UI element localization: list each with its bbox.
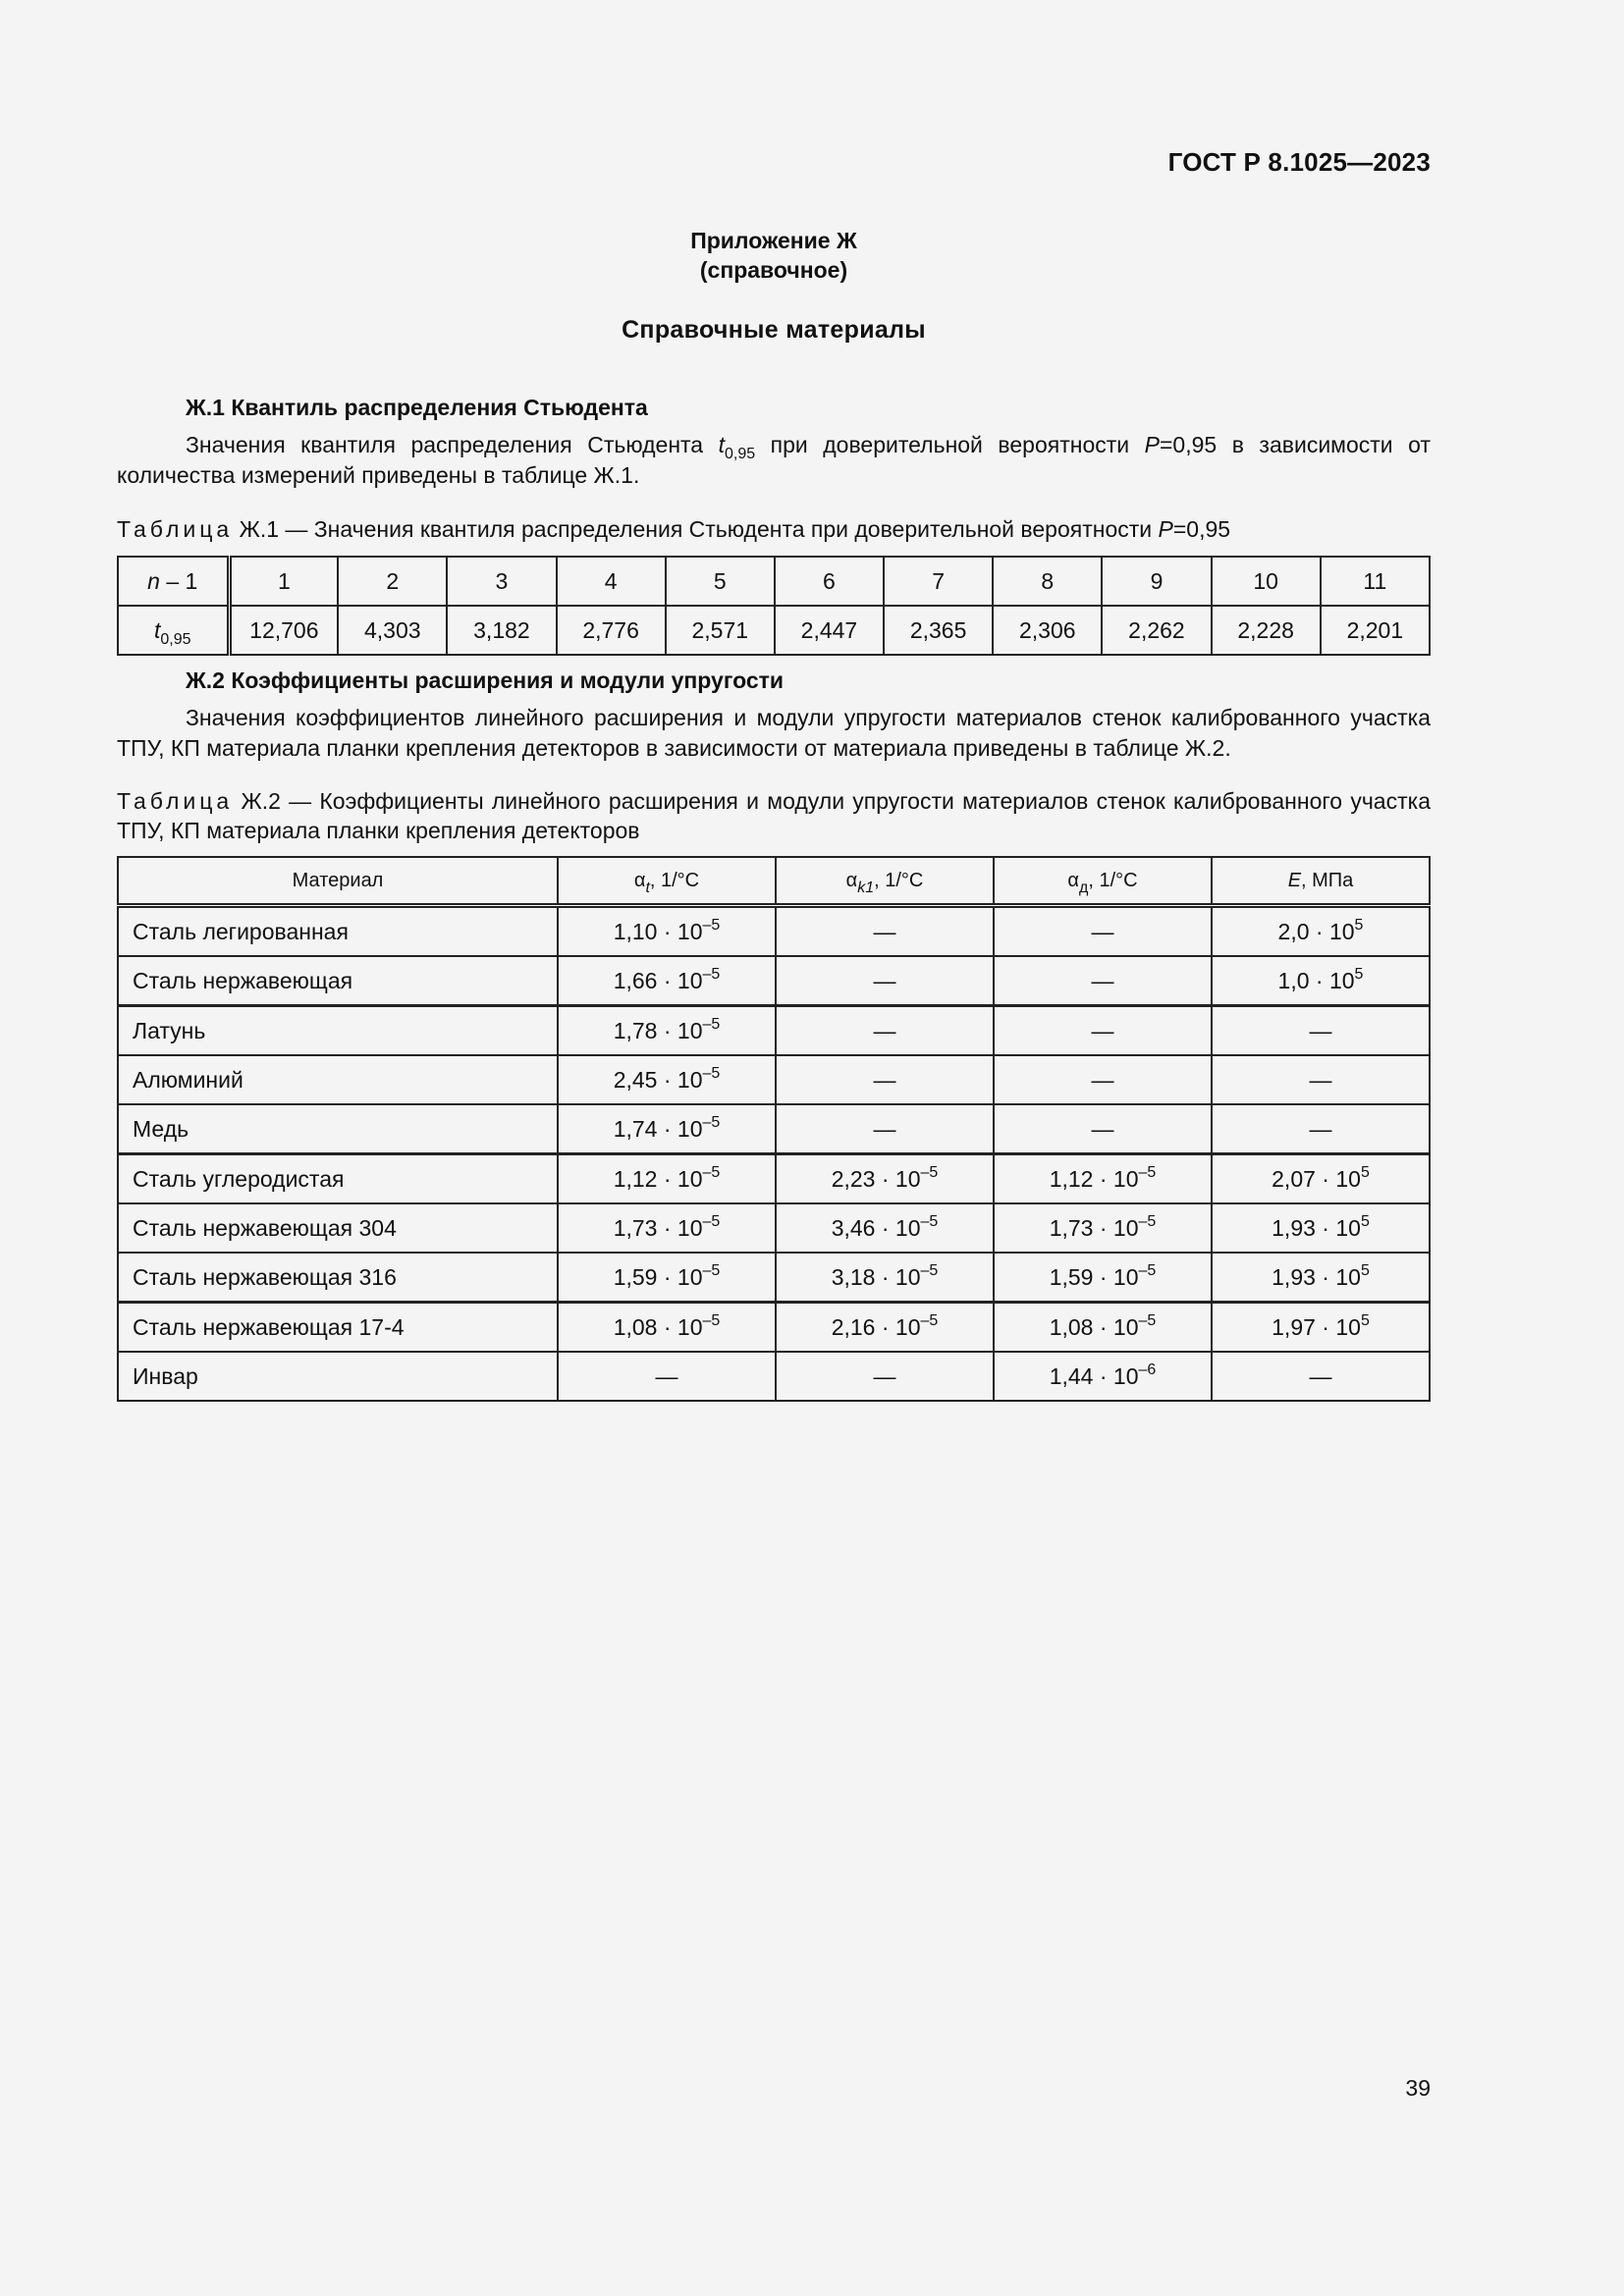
table-row (118, 1303, 1430, 1353)
table1-n-cell: 8 (993, 557, 1102, 606)
table1-n-cell: 2 (338, 557, 447, 606)
table2-header-alpha-t: $\alpha_t$, 1/°C (558, 857, 776, 906)
table1-n-cell: 6 (775, 557, 884, 606)
table1-n-cell: 7 (884, 557, 993, 606)
section1-heading: Ж.1 Квантиль распределения Стьюдента (186, 395, 648, 420)
appendix-title: Приложение Ж (690, 228, 857, 253)
value-cell: — (558, 1352, 776, 1401)
value-cell: $2,45 \cdot 10^{-5}$ (558, 1055, 776, 1104)
table2-body (118, 906, 1430, 1402)
value-cell: — (994, 1006, 1212, 1056)
material-cell: Сталь нержавеющая 17-4 (118, 1303, 558, 1353)
value-cell: — (776, 956, 994, 1006)
table1-n-cell: 11 (1321, 557, 1430, 606)
table1-n-row (118, 557, 1430, 606)
section2-paragraph: Значения коэффициентов линейного расширения и модули упругости материалов стенок калиброванного участка ТПУ, КП материала планки крепления детекторов в зависимости от материала приведены в таблице Ж.2. (117, 705, 1431, 761)
value-cell: $1,73 \cdot 10^{-5}$ (558, 1203, 776, 1253)
value-cell: $1,12 \cdot 10^{-5}$ (558, 1154, 776, 1204)
value-cell: — (1212, 1104, 1430, 1154)
value-cell: — (994, 1055, 1212, 1104)
table1-n-label: n – 1 (118, 557, 229, 606)
table2-header-modulus: E, МПа (1212, 857, 1430, 906)
value-cell: — (776, 1006, 994, 1056)
table1-n-cell: 3 (447, 557, 556, 606)
value-cell: — (1212, 1006, 1430, 1056)
table1-t-cell: 2,262 (1102, 606, 1211, 655)
table1-caption: Таблица Ж.1 — Значения квантиля распределения Стьюдента при доверительной вероятности P=0,95 (117, 516, 1231, 542)
document-page (117, 0, 1431, 2296)
table1-t-row (118, 606, 1430, 655)
value-cell: $1,74 \cdot 10^{-5}$ (558, 1104, 776, 1154)
appendix-subtitle: (справочное) (699, 257, 848, 283)
table2-header-row (118, 857, 1430, 906)
value-cell: $2,0 \cdot 10^5$ (1212, 906, 1430, 957)
material-cell: Медь (118, 1104, 558, 1154)
section1-paragraph: Значения квантиля распределения Стьюдента $t_{0,95}$ при доверительной вероятности P=0,95 в зависимости от количества измерений приведены в таблице Ж.1. (117, 432, 1431, 488)
material-cell: Сталь углеродистая (118, 1154, 558, 1204)
table1-t-cell: 2,228 (1212, 606, 1321, 655)
table1-n-cell: 4 (557, 557, 666, 606)
value-cell: $2,23 \cdot 10^{-5}$ (776, 1154, 994, 1204)
appendix-heading (117, 226, 1431, 285)
value-cell: $1,93 \cdot 10^5$ (1212, 1203, 1430, 1253)
table-row (118, 906, 1430, 957)
table-row (118, 1203, 1430, 1253)
table-row (118, 1006, 1430, 1056)
expansion-coefficients-table (117, 856, 1431, 1402)
material-cell: Латунь (118, 1006, 558, 1056)
value-cell: $1,10 \cdot 10^{-5}$ (558, 906, 776, 957)
student-quantile-table (117, 556, 1431, 656)
value-cell: — (776, 1055, 994, 1104)
value-cell: $1,93 \cdot 10^5$ (1212, 1253, 1430, 1303)
page-number: 39 (1405, 2075, 1431, 2101)
material-cell: Алюминий (118, 1055, 558, 1104)
table1-t-cell: 12,706 (229, 606, 338, 655)
value-cell: $3,18 \cdot 10^{-5}$ (776, 1253, 994, 1303)
table-row (118, 956, 1430, 1006)
value-cell: $1,08 \cdot 10^{-5}$ (994, 1303, 1212, 1353)
table1-t-cell: 2,306 (993, 606, 1102, 655)
value-cell: — (994, 1104, 1212, 1154)
table1-t-cell: 2,365 (884, 606, 993, 655)
document-code: ГОСТ Р 8.1025—2023 (1167, 147, 1431, 177)
table1-n-cell: 9 (1102, 557, 1211, 606)
table2-header-material: Материал (118, 857, 558, 906)
value-cell: $1,59 \cdot 10^{-5}$ (994, 1253, 1212, 1303)
table1-n-cell: 5 (666, 557, 775, 606)
table1-n-cell: 1 (229, 557, 338, 606)
table1-n-cell: 10 (1212, 557, 1321, 606)
value-cell: — (1212, 1055, 1430, 1104)
value-cell: $1,97 \cdot 10^5$ (1212, 1303, 1430, 1353)
table-row (118, 1253, 1430, 1303)
value-cell: — (1212, 1352, 1430, 1401)
value-cell: $1,44 \cdot 10^{-6}$ (994, 1352, 1212, 1401)
table-row (118, 1352, 1430, 1401)
value-cell: $1,78 \cdot 10^{-5}$ (558, 1006, 776, 1056)
table2-header-alpha-k1: $\alpha_{k1}$, 1/°C (776, 857, 994, 906)
table1-t-cell: 2,571 (666, 606, 775, 655)
table2-header-alpha-d: $\alpha_д$, 1/°C (994, 857, 1212, 906)
main-title: Справочные материалы (622, 316, 926, 344)
value-cell: $2,16 \cdot 10^{-5}$ (776, 1303, 994, 1353)
material-cell: Инвар (118, 1352, 558, 1401)
value-cell: $1,08 \cdot 10^{-5}$ (558, 1303, 776, 1353)
table-row (118, 1055, 1430, 1104)
material-cell: Сталь нержавеющая (118, 956, 558, 1006)
value-cell: $2,07 \cdot 10^5$ (1212, 1154, 1430, 1204)
material-cell: Сталь легированная (118, 906, 558, 957)
value-cell: $3,46 \cdot 10^{-5}$ (776, 1203, 994, 1253)
table-row (118, 1154, 1430, 1204)
table1-t-label: $t_{0,95}$ (118, 606, 229, 655)
table-row (118, 1104, 1430, 1154)
table1-t-cell: 3,182 (447, 606, 556, 655)
value-cell: — (776, 1104, 994, 1154)
table1-t-cell: 2,776 (557, 606, 666, 655)
value-cell: $1,73 \cdot 10^{-5}$ (994, 1203, 1212, 1253)
table1-t-cell: 2,447 (775, 606, 884, 655)
value-cell: $1,59 \cdot 10^{-5}$ (558, 1253, 776, 1303)
material-cell: Сталь нержавеющая 304 (118, 1203, 558, 1253)
value-cell: — (994, 956, 1212, 1006)
value-cell: $1,0 \cdot 10^5$ (1212, 956, 1430, 1006)
table1-t-cell: 2,201 (1321, 606, 1430, 655)
value-cell: — (776, 906, 994, 957)
section2-heading: Ж.2 Коэффициенты расширения и модули упругости (186, 667, 785, 693)
value-cell: $1,12 \cdot 10^{-5}$ (994, 1154, 1212, 1204)
material-cell: Сталь нержавеющая 316 (118, 1253, 558, 1303)
table1-t-cell: 4,303 (338, 606, 447, 655)
value-cell: $1,66 \cdot 10^{-5}$ (558, 956, 776, 1006)
value-cell: — (776, 1352, 994, 1401)
value-cell: — (994, 906, 1212, 957)
table2-caption: Таблица Ж.2 — Коэффициенты линейного расширения и модули упругости материалов стенок калиброванного участка ТПУ, КП материала планки крепления детекторов (117, 788, 1431, 843)
